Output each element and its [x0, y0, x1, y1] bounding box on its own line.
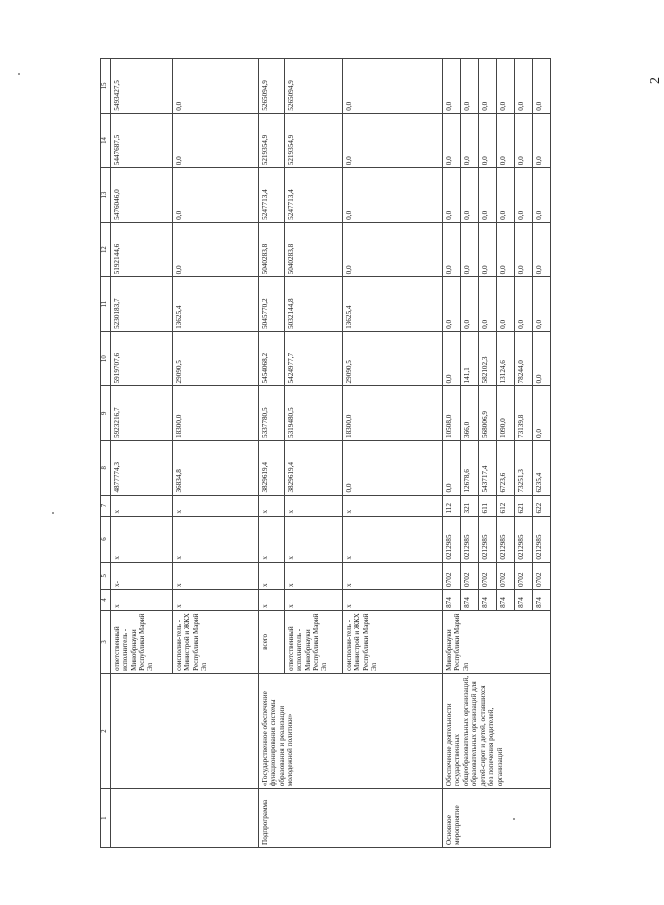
cell-value: 5032144,8 [285, 277, 343, 332]
cell-value: 10508,0 [443, 386, 461, 441]
cell-value: 5265094,9 [259, 59, 285, 114]
cell-value: 141,1 [461, 331, 479, 386]
cell-grbs: 874 [515, 589, 533, 610]
cell-vr: x [259, 495, 285, 516]
cell-csr: x [111, 516, 173, 562]
cell-value: 5923216,7 [111, 386, 173, 441]
cell-value: 1090,0 [497, 386, 515, 441]
cell-value: 0,0 [343, 168, 443, 223]
cell-status: Подпрограмма [259, 789, 443, 848]
cell-value: 3829619,4 [259, 441, 285, 496]
cell-executor: всего [259, 610, 285, 673]
cell-vr: 622 [533, 495, 551, 516]
cell-value: 582102,3 [479, 331, 497, 386]
cell-rzpr: 0702 [443, 562, 461, 589]
cell-value: 0,0 [515, 222, 533, 277]
header-cell: 9 [101, 386, 111, 441]
cell-executor: ответственный исполнитель - Минобрнауки Республики Марий Эл [285, 610, 343, 673]
table-row [443, 59, 461, 848]
cell-value: 0,0 [533, 113, 551, 168]
cell-rzpr: 0702 [515, 562, 533, 589]
cell-value: 0,0 [443, 222, 461, 277]
cell-value: 18300,0 [343, 386, 443, 441]
cell-value: 0,0 [343, 113, 443, 168]
cell-value: 0,0 [533, 331, 551, 386]
cell-value: 0,0 [461, 59, 479, 114]
cell-value: 0,0 [343, 59, 443, 114]
cell-value: 0,0 [497, 113, 515, 168]
cell-executor: Минобрнауки Республики Марий Эл [443, 610, 551, 673]
header-cell: 14 [101, 113, 111, 168]
cell-value: 0,0 [173, 168, 259, 223]
cell-value: 0,0 [461, 113, 479, 168]
header-cell: 4 [101, 589, 111, 610]
cell-value: 0,0 [515, 277, 533, 332]
cell-rzpr: 0702 [497, 562, 515, 589]
cell-value: 366,0 [461, 386, 479, 441]
cell-value: 0,0 [533, 59, 551, 114]
rotated-table-page [100, 58, 555, 848]
cell-value: 6723,6 [497, 441, 515, 496]
cell-value: 0,0 [479, 277, 497, 332]
header-cell: 13 [101, 168, 111, 223]
cell-value: 0,0 [443, 168, 461, 223]
cell-value: 568006,9 [479, 386, 497, 441]
header-cell: 6 [101, 516, 111, 562]
cell-value: 36834,8 [173, 441, 259, 496]
scan-speck [18, 73, 20, 75]
cell-value: 0,0 [497, 222, 515, 277]
cell-rzpr: x [173, 562, 259, 589]
cell-value: 0,0 [497, 59, 515, 114]
cell-value: 5493427,5 [111, 59, 173, 114]
cell-name: Обеспечение деятельности государственных общеобразовательных организаций, образовательных организаций для детей-сирот и детей, оставшихся без попечения родителей, организаций [443, 673, 551, 788]
table-row [259, 59, 285, 848]
header-cell: 5 [101, 562, 111, 589]
cell-value: 0,0 [461, 222, 479, 277]
cell-name [111, 673, 259, 788]
cell-grbs: 874 [533, 589, 551, 610]
cell-value: 0,0 [443, 441, 461, 496]
cell-value: 73139,8 [515, 386, 533, 441]
cell-value: 5247713,4 [259, 168, 285, 223]
cell-vr: 611 [479, 495, 497, 516]
header-cell: 3 [101, 610, 111, 673]
cell-value: 13625,4 [173, 277, 259, 332]
header-row [101, 59, 111, 848]
cell-value: 0,0 [173, 113, 259, 168]
cell-value: 73251,3 [515, 441, 533, 496]
cell-grbs: x [173, 589, 259, 610]
cell-grbs: x [343, 589, 443, 610]
cell-value: 0,0 [443, 113, 461, 168]
cell-rzpr: 0702 [461, 562, 479, 589]
header-cell: 8 [101, 441, 111, 496]
cell-value: 29090,5 [343, 331, 443, 386]
cell-value: 0,0 [515, 113, 533, 168]
cell-value: 5040283,8 [285, 222, 343, 277]
cell-csr: 0212985 [515, 516, 533, 562]
cell-status: Основное мероприятие [443, 789, 551, 848]
cell-value: 5424977,7 [285, 331, 343, 386]
cell-rzpr: 0702 [533, 562, 551, 589]
cell-csr: x [343, 516, 443, 562]
cell-value: 5192144,6 [111, 222, 173, 277]
cell-rzpr: x- [111, 562, 173, 589]
cell-csr: 0212985 [443, 516, 461, 562]
cell-value: 0,0 [443, 59, 461, 114]
cell-value: 0,0 [173, 59, 259, 114]
cell-grbs: 874 [461, 589, 479, 610]
cell-value: 0,0 [343, 441, 443, 496]
header-cell: 7 [101, 495, 111, 516]
cell-csr: 0212985 [479, 516, 497, 562]
header-cell: 10 [101, 331, 111, 386]
cell-value: 29090,5 [173, 331, 259, 386]
cell-csr: 0212985 [461, 516, 479, 562]
cell-value: 0,0 [533, 168, 551, 223]
cell-value: 13124,6 [497, 331, 515, 386]
cell-rzpr: x [343, 562, 443, 589]
cell-value: 0,0 [443, 331, 461, 386]
cell-value: 5230183,7 [111, 277, 173, 332]
cell-value: 5447687,5 [111, 113, 173, 168]
cell-value: 5454068,2 [259, 331, 285, 386]
cell-value: 5476046,0 [111, 168, 173, 223]
cell-value: 5219354,9 [285, 113, 343, 168]
cell-vr: x [111, 495, 173, 516]
cell-status [111, 789, 259, 848]
cell-value: 5247713,4 [285, 168, 343, 223]
cell-vr: 621 [515, 495, 533, 516]
cell-grbs: x [111, 589, 173, 610]
cell-value: 5319480,5 [285, 386, 343, 441]
header-cell: 11 [101, 277, 111, 332]
header-cell: 12 [101, 222, 111, 277]
cell-value: 12678,6 [461, 441, 479, 496]
scan-speck [52, 512, 54, 514]
cell-vr: 612 [497, 495, 515, 516]
cell-name: «Государственное обеспечение функционирования системы образования и реализации молодежной политики» [259, 673, 443, 788]
cell-value: 5265094,9 [285, 59, 343, 114]
cell-csr: 0212985 [497, 516, 515, 562]
cell-value: 0,0 [479, 113, 497, 168]
cell-csr: x [173, 516, 259, 562]
header-cell: 2 [101, 673, 111, 788]
cell-value: 543717,4 [479, 441, 497, 496]
cell-value: 0,0 [515, 59, 533, 114]
cell-vr: x [343, 495, 443, 516]
cell-value: 5919707,6 [111, 331, 173, 386]
cell-value: 13625,4 [343, 277, 443, 332]
cell-grbs: x [259, 589, 285, 610]
header-cell: 1 [101, 789, 111, 848]
table-row [111, 59, 173, 848]
cell-value: 0,0 [461, 277, 479, 332]
cell-value: 0,0 [533, 386, 551, 441]
cell-rzpr: x [285, 562, 343, 589]
cell-rzpr: 0702 [479, 562, 497, 589]
cell-csr: x [259, 516, 285, 562]
cell-value: 18300,0 [173, 386, 259, 441]
cell-value: 5045770,2 [259, 277, 285, 332]
cell-vr: x [173, 495, 259, 516]
cell-value: 78244,0 [515, 331, 533, 386]
cell-csr: x [285, 516, 343, 562]
cell-executor: соисполни-тель - Министрой и ЖКХ Республики Марий Эл [173, 610, 259, 673]
cell-value: 0,0 [173, 222, 259, 277]
cell-value: 0,0 [497, 168, 515, 223]
cell-vr: x [285, 495, 343, 516]
cell-value: 0,0 [533, 277, 551, 332]
cell-value: 0,0 [533, 222, 551, 277]
cell-value: 0,0 [443, 277, 461, 332]
cell-grbs: 874 [443, 589, 461, 610]
cell-grbs: 874 [479, 589, 497, 610]
cell-value: 0,0 [479, 168, 497, 223]
cell-grbs: 874 [497, 589, 515, 610]
cell-value: 0,0 [515, 168, 533, 223]
cell-value: 5219354,9 [259, 113, 285, 168]
cell-csr: 0212985 [533, 516, 551, 562]
cell-executor: соисполни-тель - Министрой и ЖКХ Республики Марий Эл [343, 610, 443, 673]
cell-executor: ответственный исполнитель - Минобрнауки Республики Марий Эл [111, 610, 173, 673]
cell-value: 0,0 [479, 222, 497, 277]
cell-value: 0,0 [479, 59, 497, 114]
cell-value: 6235,4 [533, 441, 551, 496]
cell-value: 3829619,4 [285, 441, 343, 496]
cell-vr: 112 [443, 495, 461, 516]
cell-value: 0,0 [461, 168, 479, 223]
header-cell: 15 [101, 59, 111, 114]
cell-value: 5337780,5 [259, 386, 285, 441]
cell-rzpr: x [259, 562, 285, 589]
cell-value: 0,0 [497, 277, 515, 332]
cell-value: 4877774,3 [111, 441, 173, 496]
cell-value: 5040283,8 [259, 222, 285, 277]
cell-vr: 321 [461, 495, 479, 516]
cell-grbs: x [285, 589, 343, 610]
cell-value: 0,0 [343, 222, 443, 277]
page-number: 2 [648, 77, 663, 84]
budget-table [100, 58, 551, 848]
